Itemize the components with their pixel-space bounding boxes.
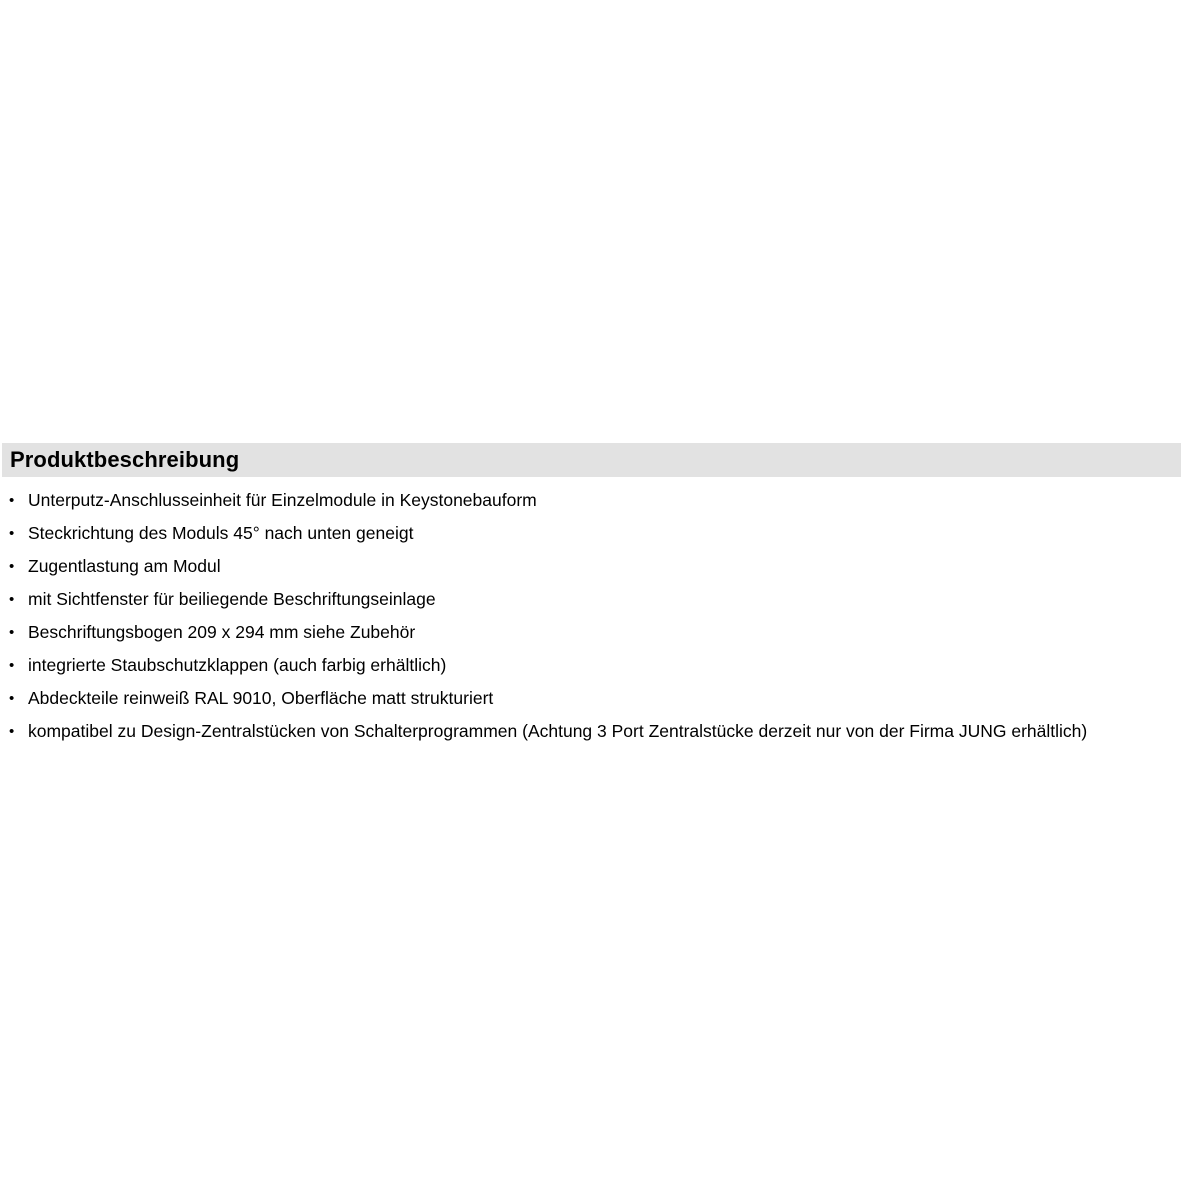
bullet-icon: • — [9, 558, 15, 575]
list-item — [2, 616, 1181, 649]
list-item — [2, 682, 1181, 715]
bullet-icon: • — [9, 657, 15, 674]
list-item-text: Beschriftungsbogen 209 x 294 mm siehe Zubehör — [28, 622, 416, 642]
bullet-icon: • — [9, 624, 15, 641]
list-item — [2, 517, 1181, 550]
list-item-text: mit Sichtfenster für beiliegende Beschriftungseinlage — [28, 589, 436, 609]
feature-list — [2, 477, 1181, 748]
bullet-icon: • — [9, 525, 15, 542]
list-item-text: integrierte Staubschutzklappen (auch farbig erhältlich) — [28, 655, 447, 675]
product-description-section — [2, 443, 1181, 748]
list-item-text: Zugentlastung am Modul — [28, 556, 221, 576]
list-item — [2, 715, 1181, 748]
list-item — [2, 583, 1181, 616]
bullet-icon: • — [9, 690, 15, 707]
list-item-text: kompatibel zu Design-Zentralstücken von Schalterprogrammen (Achtung 3 Port Zentralstücke derzeit nur von der Firma JUNG erhältlich) — [28, 721, 1088, 741]
bullet-icon: • — [9, 591, 15, 608]
list-item — [2, 484, 1181, 517]
list-item-text: Abdeckteile reinweiß RAL 9010, Oberfläche matt strukturiert — [28, 688, 494, 708]
list-item — [2, 550, 1181, 583]
list-item — [2, 649, 1181, 682]
list-item-text: Steckrichtung des Moduls 45° nach unten geneigt — [28, 523, 414, 543]
section-header — [2, 443, 1181, 477]
bullet-icon: • — [9, 723, 15, 740]
list-item-text: Unterputz-Anschlusseinheit für Einzelmodule in Keystonebauform — [28, 490, 537, 510]
bullet-icon: • — [9, 492, 15, 509]
section-title: Produktbeschreibung — [10, 447, 240, 472]
